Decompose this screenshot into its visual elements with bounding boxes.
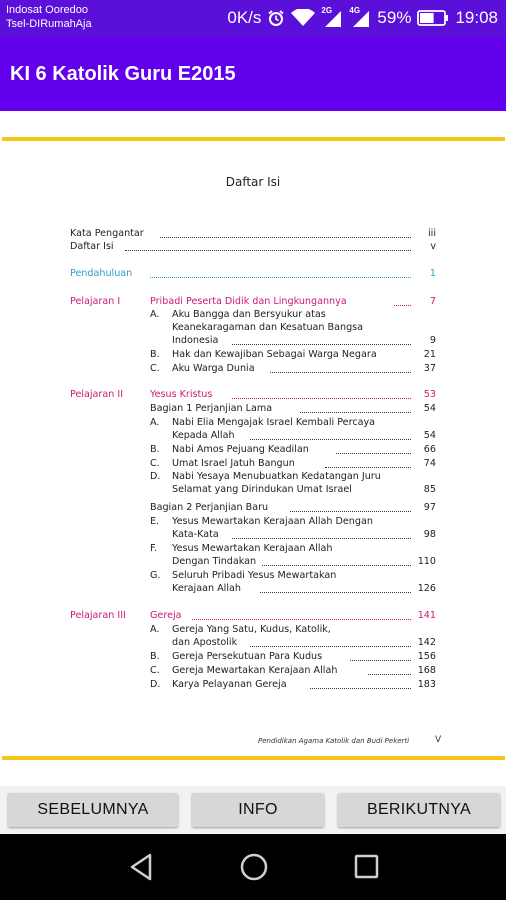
toc-letter: A. xyxy=(150,417,160,428)
toc-letter: B. xyxy=(150,651,160,662)
home-icon[interactable] xyxy=(239,852,269,886)
toc-page-number: 183 xyxy=(417,679,436,690)
carrier-info xyxy=(6,3,92,31)
toc-letter: B. xyxy=(150,444,160,455)
toc-letter: C. xyxy=(150,363,160,374)
toc-page-number: 85 xyxy=(423,484,436,495)
chapter-label: Pelajaran II xyxy=(70,389,124,400)
app-title: KI 6 Katolik Guru E2015 xyxy=(10,63,236,85)
next-button[interactable]: BERIKUTNYA xyxy=(338,793,500,827)
toc-letter: B. xyxy=(150,349,160,360)
toc-entry-text: Gereja Mewartakan Kerajaan Allah xyxy=(172,665,338,676)
toc-page-number: 168 xyxy=(417,665,436,676)
toc-page-number: 9 xyxy=(429,335,436,346)
toc-entry-text: Indonesia xyxy=(172,335,219,346)
chapter-label: Pelajaran I xyxy=(70,296,121,307)
toc-entry-text: Pribadi Peserta Didik dan Lingkungannya xyxy=(150,296,347,307)
toc-page-number: 98 xyxy=(423,529,436,540)
bottom-rule xyxy=(2,756,505,760)
toc-page-number: 7 xyxy=(429,296,436,307)
signal-icon xyxy=(321,6,343,27)
toc-entry-3a xyxy=(0,623,506,649)
toc-title: Daftar Isi xyxy=(225,175,281,189)
signal-icon xyxy=(349,6,371,27)
toc-page-number: 66 xyxy=(423,444,436,455)
toc-entry-text: Daftar Isi xyxy=(70,241,114,252)
toc-entry-text: Nabi Amos Pejuang Keadilan xyxy=(172,444,309,455)
toc-letter: F. xyxy=(150,543,158,554)
toc-entry-text: Dengan Tindakan xyxy=(172,556,257,567)
toc-entry-text: Selamat yang Dirindukan Umat Israel xyxy=(172,484,352,495)
toc-entry-text: Hak dan Kewajiban Sebagai Warga Negara xyxy=(172,349,377,360)
clock: 19:08 xyxy=(455,8,498,27)
chapter-label: Pelajaran III xyxy=(70,610,126,621)
toc-entry-text: Umat Israel Jatuh Bangun xyxy=(172,458,295,469)
toc-entry-text: Yesus Mewartakan Kerajaan Allah Dengan xyxy=(172,516,373,527)
wifi-icon xyxy=(291,9,315,27)
battery-percent: 59% xyxy=(377,8,412,27)
status-bar xyxy=(0,0,506,37)
toc-entry-text: Gereja Yang Satu, Kudus, Katolik, xyxy=(172,624,331,635)
app-bar xyxy=(0,37,506,111)
recents-icon[interactable] xyxy=(353,852,381,886)
toc-letter: G. xyxy=(150,570,161,581)
toc-entry-text: Gereja xyxy=(150,610,182,621)
toc-entry-text: Kata-Kata xyxy=(172,529,219,540)
toc-page-number: 54 xyxy=(423,430,436,441)
toc-page-number: 141 xyxy=(417,610,436,621)
toc-letter: C. xyxy=(150,458,160,469)
toc-letter: D. xyxy=(150,471,161,482)
toc-entry-text: Bagian 1 Perjanjian Lama xyxy=(150,403,273,414)
toc-entry-text: Kerajaan Allah xyxy=(172,583,241,594)
sim1-type: 2G xyxy=(321,6,333,15)
toc-page-number: v xyxy=(430,241,436,252)
button-bar xyxy=(0,786,506,834)
toc-letter: A. xyxy=(150,309,160,320)
toc-page-number: 110 xyxy=(417,556,436,567)
top-rule xyxy=(2,137,505,141)
carrier-line-2: Tsel-DIRumahAja xyxy=(6,18,92,30)
status-icons xyxy=(227,7,498,29)
toc-entry-text: Bagian 2 Perjanjian Baru xyxy=(150,502,269,513)
previous-button[interactable]: SEBELUMNYA xyxy=(8,793,178,827)
toc-page-number: 21 xyxy=(423,349,436,360)
toc-entry-text: Pendahuluan xyxy=(70,268,133,279)
carrier-line-1: Indosat Ooredoo xyxy=(6,4,88,16)
toc-entry-2d xyxy=(0,470,506,496)
info-button[interactable]: INFO xyxy=(192,793,324,827)
document-page[interactable] xyxy=(0,111,506,786)
toc-entry-text: Nabi Yesaya Menubuatkan Kedatangan Juru xyxy=(172,471,381,482)
toc-letter: C. xyxy=(150,665,160,676)
toc-letter: E. xyxy=(150,516,160,527)
toc-entry-text: Seluruh Pribadi Yesus Mewartakan xyxy=(172,570,337,581)
toc-entry-text: Kepada Allah xyxy=(172,430,235,441)
battery-icon xyxy=(417,10,449,26)
toc-entry-text: Karya Pelayanan Gereja xyxy=(172,679,287,690)
toc-page-number: 97 xyxy=(423,502,436,513)
toc-entry-text: dan Apostolik xyxy=(172,637,238,648)
toc-page-number: 53 xyxy=(423,389,436,400)
toc-page-number: 74 xyxy=(423,458,436,469)
network-speed: 0K/s xyxy=(227,8,262,27)
toc-page-number: 142 xyxy=(417,637,436,648)
toc-entry-2f xyxy=(0,542,506,568)
toc-entry-text: Keanekaragaman dan Kesatuan Bangsa xyxy=(172,322,364,333)
navigation-bar xyxy=(0,834,506,900)
page-footer-number: V xyxy=(435,735,442,745)
back-icon[interactable] xyxy=(128,852,156,886)
toc-entry-text: Aku Bangga dan Bersyukur atas xyxy=(172,309,326,320)
toc-entry-text: Gereja Persekutuan Para Kudus xyxy=(172,651,323,662)
toc-letter: A. xyxy=(150,624,160,635)
sim2-type: 4G xyxy=(349,6,361,15)
toc-entry-text: Nabi Elia Mengajak Israel Kembali Percaya xyxy=(172,417,376,428)
toc-page-number: iii xyxy=(428,228,436,239)
toc-entry-1a xyxy=(0,308,506,347)
alarm-icon xyxy=(267,9,285,27)
toc-entry-text: Yesus Kristus xyxy=(150,389,213,400)
toc-entry-text: Yesus Mewartakan Kerajaan Allah xyxy=(172,543,333,554)
toc-entry-2g xyxy=(0,569,506,595)
toc-letter: D. xyxy=(150,679,161,690)
toc-entry-text: Aku Warga Dunia xyxy=(172,363,255,374)
toc-page-number: 156 xyxy=(417,651,436,662)
toc-page-number: 54 xyxy=(423,403,436,414)
toc-entry-2a xyxy=(0,416,506,442)
toc-page-number: 1 xyxy=(429,268,436,279)
toc-entry-2e xyxy=(0,515,506,541)
toc-page-number: 126 xyxy=(417,583,436,594)
toc-entry-text: Kata Pengantar xyxy=(70,228,144,239)
toc-page-number: 37 xyxy=(423,363,436,374)
page-footer-text: Pendidikan Agama Katolik dan Budi Pekerti xyxy=(258,737,410,745)
